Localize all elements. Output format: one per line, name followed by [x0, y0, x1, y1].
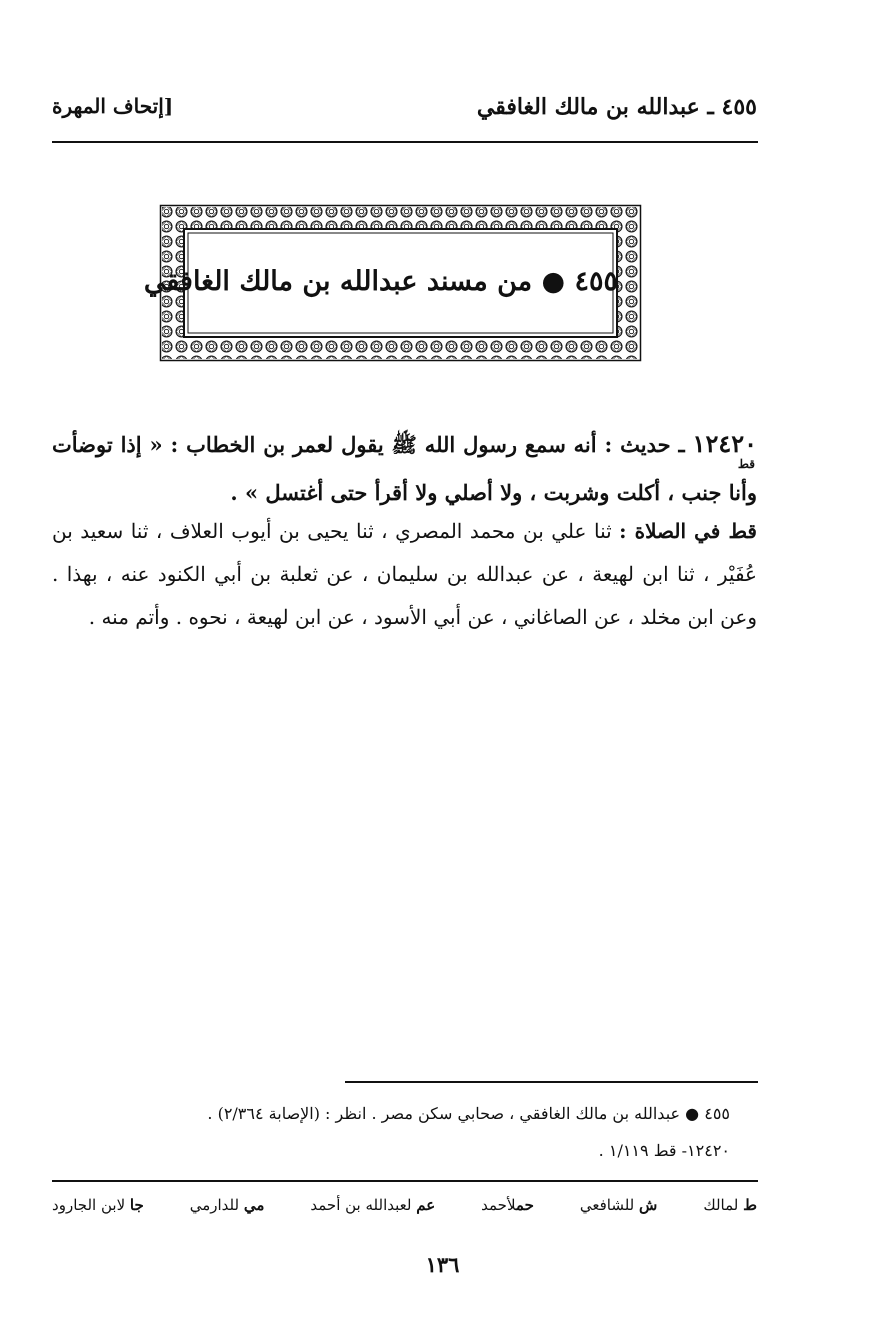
abbreviation-divider	[52, 1180, 758, 1182]
hadith-text: ـ حديث : أنه سمع رسول الله ﷺ يقول لعمر بن الخطاب : « إذا توضأت وأنا جنب ، أكلت وشربت ، ولا أصلي ولا أقرأ حتى أغتسل » .	[52, 432, 757, 505]
abbreviation-item: عم لعبدالله بن أحمد	[310, 1196, 436, 1214]
running-header-book-title: [إتحاف المهرة	[52, 94, 174, 118]
hadith-number: ١٢٤٢٠ قط	[692, 429, 757, 471]
footnote: ١٢٤٢٠- قط ١/١١٩ .	[598, 1141, 730, 1160]
footnote: ٤٥٥ ● عبدالله بن مالك الغافقي ، صحابي سكن مصر . انظر : (الإصابة ٢/٣٦٤) .	[207, 1104, 730, 1123]
footnote-divider	[345, 1081, 758, 1083]
abbreviation-item: حملأحمد	[481, 1196, 534, 1214]
isnad-paragraph	[52, 510, 757, 639]
abbreviation-item: ش للشافعي	[579, 1196, 658, 1214]
hadith-paragraph	[52, 420, 757, 517]
header-divider	[52, 141, 758, 143]
abbreviation-item: ط لمالك	[703, 1196, 757, 1214]
isnad-text: ثنا علي بن محمد المصري ، ثنا يحيى بن أيوب العلاف ، ثنا سعيد بن عُفَيْر ، ثنا ابن لهيعة ، عن عبدالله بن سليمان ، عن ثعلبة بن أبي الكنود عنه ، بهذا . وعن ابن مخلد ، عن الصاغاني ، عن أبي الأسود ، عن ابن لهيعة ، نحوه . وأتم منه .	[52, 519, 757, 629]
abbreviation-item: جا لابن الجارود	[52, 1196, 144, 1214]
page-number: ١٣٦	[425, 1252, 460, 1277]
isnad-lead: قط في الصلاة :	[619, 519, 757, 543]
source-tag: قط	[737, 457, 755, 471]
abbreviation-key	[52, 1196, 757, 1214]
musnad-section-heading: ٤٥٥ ● من مسند عبدالله بن مالك الغافقي	[143, 266, 618, 297]
running-header-chapter: ٤٥٥ ـ عبدالله بن مالك الغافقي	[476, 94, 757, 120]
abbreviation-item: مي للدارمي	[189, 1196, 265, 1214]
